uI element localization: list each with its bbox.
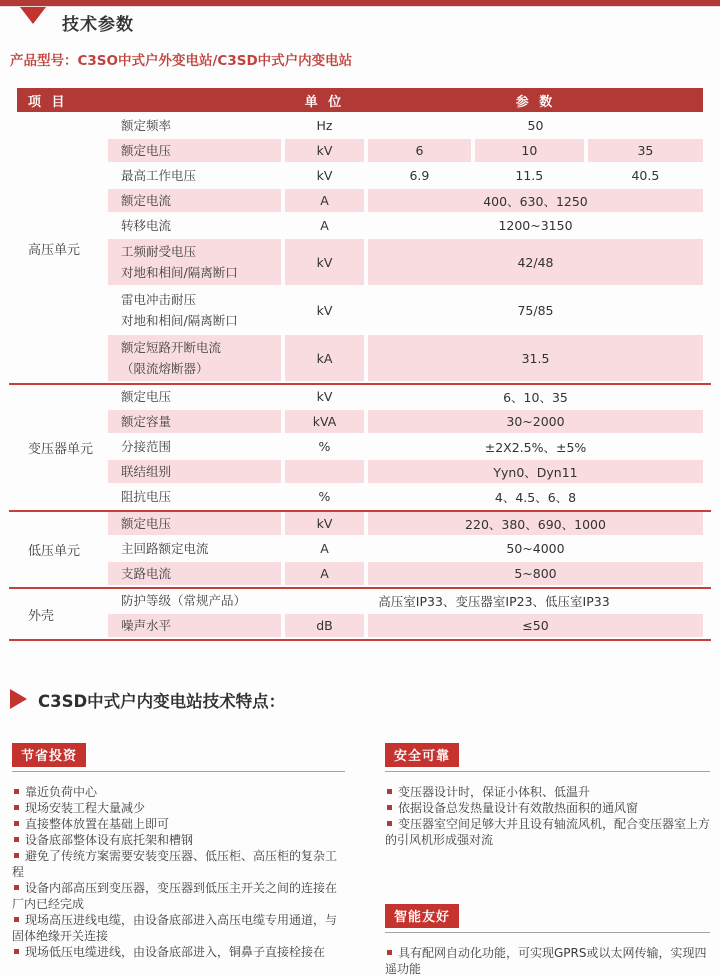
row-unit: kVA [285,410,364,433]
row-value: 1200~3150 [498,218,573,233]
row-values [368,164,703,187]
feature-badge: 安全可靠 [385,743,459,767]
table-row [108,562,703,585]
table-header-row [17,88,703,112]
feature-badge-row [385,904,710,933]
feature-badge: 节省投资 [12,743,86,767]
row-label-line: 额定电压 [121,143,172,158]
feature-badge-row [12,743,345,772]
list-item: 现场低压电缆进线，由设备底部进入，铜鼻子直接栓接在 [12,944,345,960]
table-row [108,114,703,137]
row-unit: kV [316,168,333,183]
row-value: 30~2000 [368,410,703,433]
row-value: 50~4000 [506,541,565,556]
list-item: 变压器室空间足够大并且设有轴流风机，配合变压器室上方的引风机形成强对流 [385,817,711,847]
row-value: 42/48 [368,239,703,285]
row-label [108,189,281,212]
row-unit: dB [285,614,364,637]
row-label-line: 对地和相间/隔离断口 [121,265,238,280]
row-label-line: 阻抗电压 [121,489,172,504]
row-unit: kV [285,239,364,285]
bullet-square-icon [387,789,392,794]
row-label-line: 联结组别 [121,464,172,479]
triangle-right-icon [10,689,27,709]
row-label [108,114,281,137]
table-rows [108,589,703,639]
table-group-label: 高压单元 [28,243,81,258]
bullet-square-icon [14,885,19,890]
bullet-square-icon [14,949,19,954]
row-label [108,214,281,237]
row-unit: Hz [316,118,333,133]
row-unit: A [320,541,329,556]
table-header-item: 项 目 [28,94,68,110]
table-section [17,385,703,510]
row-label [108,537,281,560]
table-body [17,114,703,641]
list-item: 具有配网自动化功能，可实现GPRS或以太网传输，实现四遥功能 [385,946,707,976]
row-label [108,435,281,458]
page-title: 技术参数 [62,15,134,35]
feature-badge: 智能友好 [385,904,459,928]
row-label-line: 额定电流 [121,193,172,208]
table-header-unit: 单 位 [304,94,345,110]
row-value: 75/85 [517,302,554,318]
row-unit [285,460,364,483]
feature-badge-row [385,743,710,772]
table-row [108,614,703,637]
row-value: 高压室IP33、变压器室IP23、低压室IP33 [378,593,610,609]
row-label [108,139,281,162]
row-value: 6.9 [409,168,430,183]
row-label-line: 主回路额定电流 [121,541,209,556]
bullet-square-icon [14,805,19,810]
bullet-square-icon [14,789,19,794]
row-value: 4、4.5、6、8 [494,489,577,505]
row-label [108,335,281,381]
row-unit: kV [285,512,364,535]
features-column [12,743,345,977]
row-label [108,385,281,408]
row-value: 6、10、35 [503,389,568,405]
row-unit: A [285,189,364,212]
row-label [108,512,281,535]
row-label-line: 工频耐受电压 [121,244,197,259]
table-row [108,512,703,535]
row-label-line: 最高工作电压 [121,168,197,183]
row-value: 31.5 [368,335,703,381]
table-rows [108,385,703,510]
table-row [108,589,703,612]
row-value: ±2X2.5%、±5% [484,439,587,455]
row-value: 50 [527,118,544,133]
table-row [108,189,703,212]
row-value: Yyn0、Dyn11 [368,460,703,483]
row-value: 220、380、690、1000 [368,512,703,535]
row-label [108,239,281,285]
row-value: 10 [475,139,584,162]
table-row [108,214,703,237]
row-label-line: 额定短路开断电流 [121,340,222,355]
row-label [108,287,281,333]
features-heading-text: C3SD中式户内变电站技术特点： [38,692,286,711]
table-group-label: 变压器单元 [28,442,94,457]
table-header-param: 参 数 [515,94,556,110]
features-heading [10,687,720,711]
row-label-line: 对地和相间/隔离断口 [121,313,238,328]
list-item: 现场高压进线电缆，由设备底部进入高压电缆专用通道，与固体绝缘开关连接 [12,913,338,943]
row-value: 5~800 [368,562,703,585]
table-row [108,435,703,458]
row-label-line: （限流熔断器） [121,361,209,376]
row-label-line: 额定频率 [121,118,172,133]
table-row [108,485,703,508]
row-unit: kV [285,139,364,162]
bullet-square-icon [387,805,392,810]
row-label [108,164,281,187]
row-unit: kV [316,389,333,404]
list-item: 变压器设计时，保证小体积、低温升 [385,784,710,800]
row-label [108,460,281,483]
row-unit: % [318,439,331,454]
table-row [108,335,703,381]
features-columns [12,743,710,977]
table-section [17,512,703,587]
section-divider-line [9,639,711,641]
row-label-line: 分接范围 [121,439,172,454]
table-row [108,239,703,285]
row-label [108,614,281,637]
row-values [368,139,703,162]
page-header [0,7,720,37]
bullet-square-icon [14,821,19,826]
list-item: 直接整体放置在基础上即可 [12,816,345,832]
spec-table [17,88,703,641]
list-item: 靠近负荷中心 [12,784,345,800]
row-value: 40.5 [631,168,660,183]
table-section [17,114,703,383]
bullet-square-icon [14,837,19,842]
list-item: 避免了传统方案需要安装变压器、低压柜、高压柜的复杂工程 [12,849,338,879]
table-rows [108,114,703,383]
product-model-line: 产品型号：C3SO中式户外变电站/C3SD中式户内变电站 [10,53,353,69]
row-label [108,589,281,612]
row-label-line: 噪声水平 [121,618,172,633]
row-value: 11.5 [515,168,544,183]
table-row [108,537,703,560]
row-unit: A [320,218,329,233]
table-row [108,410,703,433]
table-section [17,589,703,639]
row-value: 35 [588,139,703,162]
row-value: ≤50 [368,614,703,637]
triangle-down-icon [20,7,46,24]
table-row [108,287,703,333]
bullet-square-icon [387,950,392,955]
list-item: 设备底部整体设有底托架和槽钢 [12,832,345,848]
table-row [108,385,703,408]
row-label-line: 额定容量 [121,414,172,429]
row-value: 400、630、1250 [368,189,703,212]
features-column [385,743,710,977]
table-row [108,164,703,187]
table-row [108,139,703,162]
row-label-line: 支路电流 [121,566,172,581]
row-label [108,410,281,433]
table-rows [108,512,703,587]
list-item: 设备内部高压到变压器，变压器到低压主开关之间的连接在厂内已经完成 [12,881,338,911]
row-label-line: 额定电压 [121,389,172,404]
table-row [108,460,703,483]
row-unit: kA [285,335,364,381]
row-label-line: 防护等级（常规产品） [121,593,247,608]
bullet-square-icon [14,917,19,922]
row-label [108,562,281,585]
list-item: 现场安装工程大量减少 [12,800,345,816]
bullet-square-icon [14,853,19,858]
row-label-line: 额定电压 [121,516,172,531]
row-label [108,485,281,508]
row-unit: % [318,489,331,504]
top-red-bar [0,0,720,7]
row-unit: A [285,562,364,585]
table-group-label: 外壳 [28,608,55,624]
row-label-line: 转移电流 [121,218,172,233]
row-label-line: 雷电冲击耐压 [121,292,197,307]
row-unit: kV [316,302,333,318]
list-item: 依据设备总发热量设计有效散热面积的通风窗 [385,800,710,816]
row-value: 6 [368,139,471,162]
table-group-label: 低压单元 [28,544,81,559]
bullet-square-icon [387,821,392,826]
